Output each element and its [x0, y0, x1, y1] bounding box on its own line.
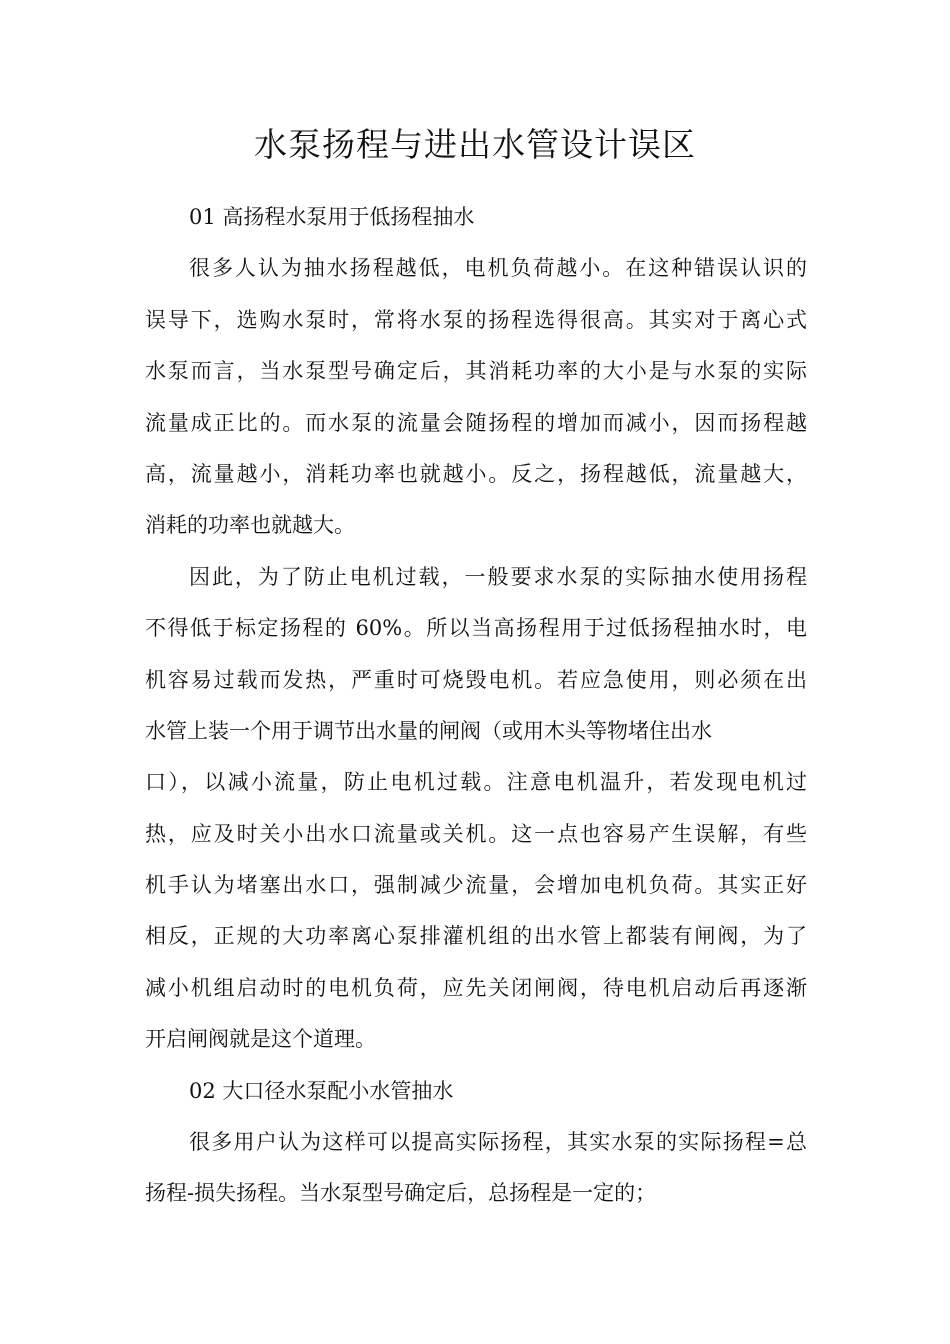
paragraph-line: 扬程-损失扬程。当水泵型号确定后，总扬程是一定的； — [145, 1181, 657, 1206]
paragraph-line: 减小机组启动时的电机负荷，应先关闭闸阀，待电机启动后再逐渐 — [145, 975, 807, 1000]
paragraph-line: 很多人认为抽水扬程越低，电机负荷越小。在这种错误认识的 — [189, 256, 807, 281]
paragraph-line: 高，流量越小，消耗功率也就越小。反之，扬程越低，流量越大， — [145, 461, 807, 486]
paragraph-line: 流量成正比的。而水泵的流量会随扬程的增加而减小，因而扬程越 — [145, 410, 807, 435]
paragraph-line: 机手认为堵塞出水口，强制减少流量，会增加电机负荷。其实正好 — [145, 873, 807, 898]
paragraph-line: 水管上装一个用于调节出水量的闸阀（或用木头等物堵住出水 — [145, 718, 712, 743]
section-heading-01: 01 高扬程水泵用于低扬程抽水 — [189, 205, 475, 229]
paragraph-line: 相反，正规的大功率离心泵排灌机组的出水管上都装有闸阀，为了 — [145, 924, 807, 949]
document-title: 水泵扬程与进出水管设计误区 — [254, 125, 696, 164]
paragraph-line: 不得低于标定扬程的 60%。所以当高扬程用于过低扬程抽水时，电 — [145, 616, 807, 641]
paragraph-line: 机容易过载而发热，严重时可烧毁电机。若应急使用，则必须在出 — [145, 667, 807, 692]
paragraph-line: 开启闸阀就是这个道理。 — [145, 1027, 376, 1052]
paragraph-line: 消耗的功率也就越大。 — [145, 513, 355, 538]
paragraph-line: 误导下，选购水泵时，常将水泵的扬程选得很高。其实对于离心式 — [145, 307, 807, 332]
section-heading-02: 02 大口径水泵配小水管抽水 — [189, 1078, 454, 1103]
document-body — [145, 192, 807, 1220]
paragraph-line: 很多用户认为这样可以提高实际扬程，其实水泵的实际扬程=总 — [189, 1130, 807, 1155]
paragraph-line: 口），以减小流量，防止电机过载。注意电机温升，若发现电机过 — [145, 770, 807, 795]
paragraph-line: 水泵而言，当水泵型号确定后，其消耗功率的大小是与水泵的实际 — [145, 359, 807, 384]
paragraph-line: 热，应及时关小出水口流量或关机。这一点也容易产生误解，有些 — [145, 821, 807, 846]
paragraph-line: 因此，为了防止电机过载，一般要求水泵的实际抽水使用扬程 — [189, 564, 807, 589]
